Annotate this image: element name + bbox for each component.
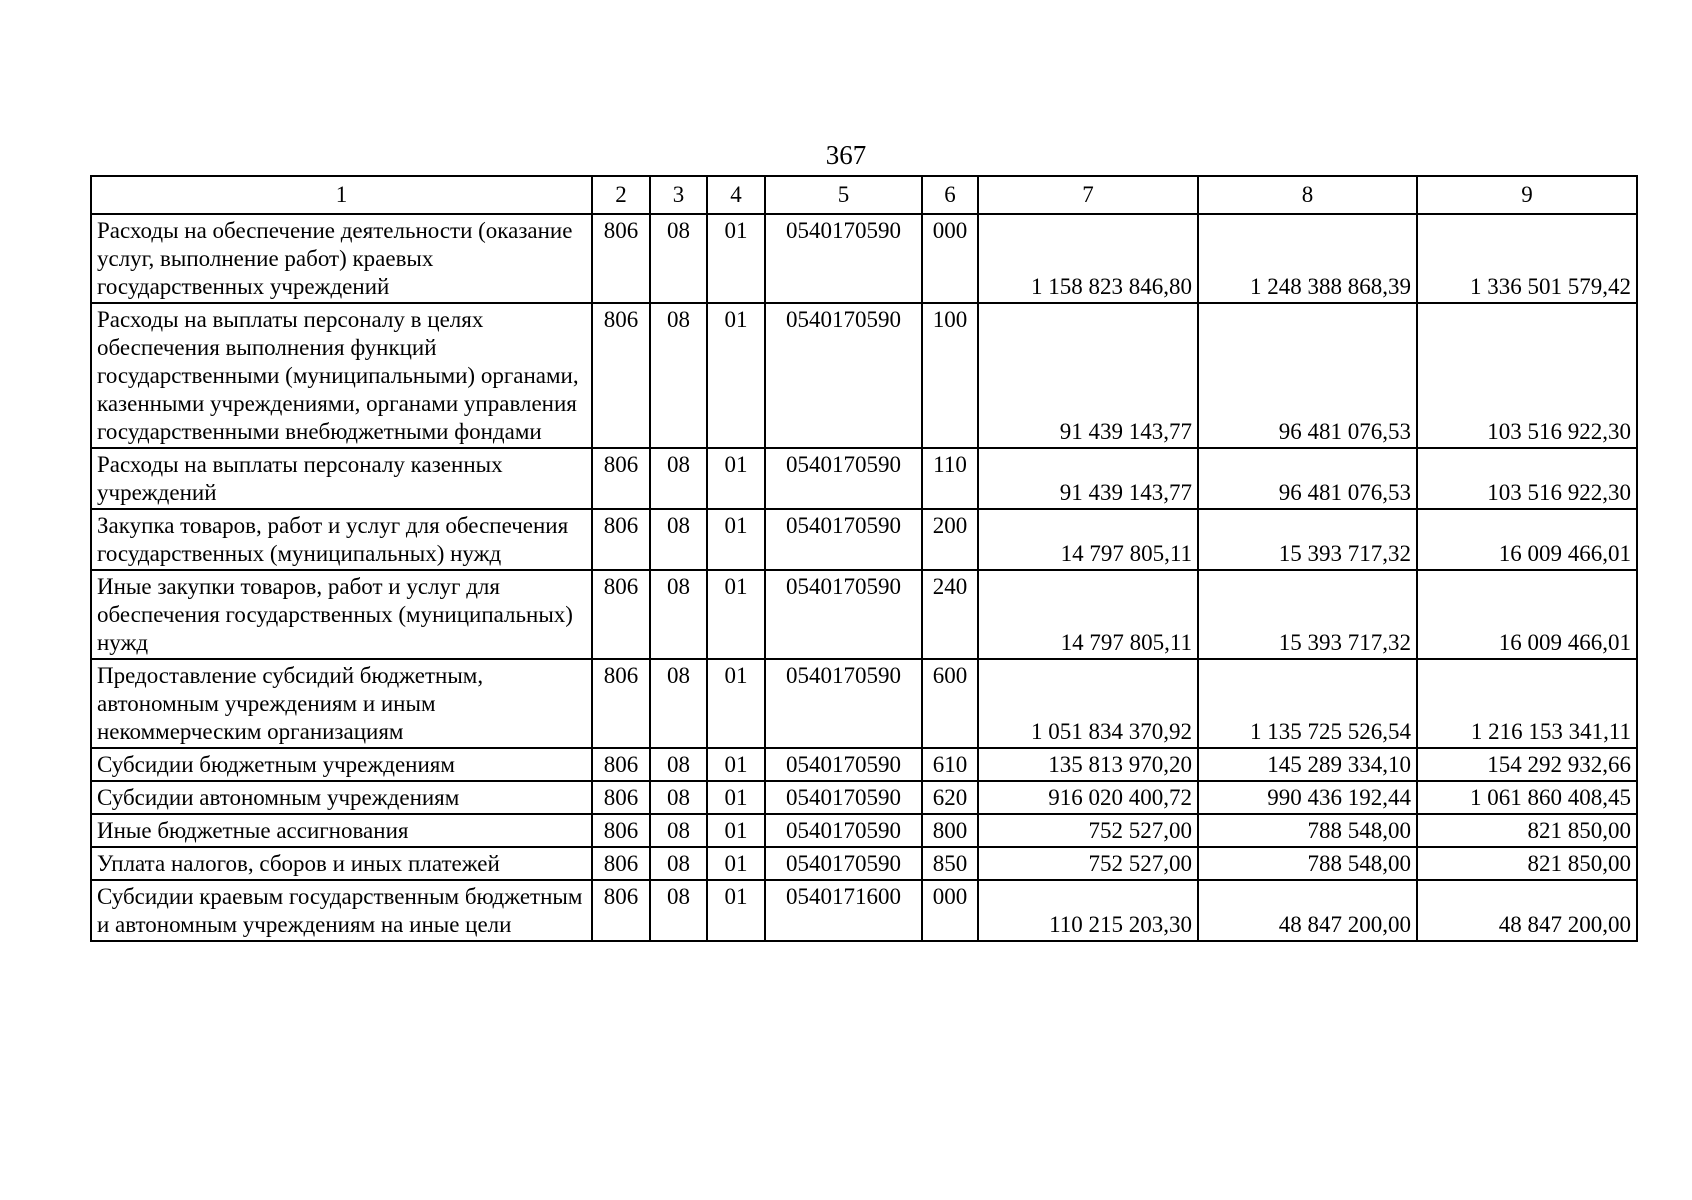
subsection-code-cell: 01 [707,509,765,570]
expense-name-cell: Закупка товаров, работ и услуг для обеспечения государственных (муниципальных) нужд [91,509,592,570]
section-code-cell: 08 [650,814,707,847]
expense-type-cell: 600 [922,659,978,748]
target-article-cell: 0540170590 [765,748,922,781]
amount-cell-col7: 752 527,00 [978,814,1198,847]
table-row [91,448,1637,509]
amount-cell-col8: 1 248 388 868,39 [1198,214,1417,303]
subsection-code-cell: 01 [707,659,765,748]
subsection-code-cell: 01 [707,880,765,941]
section-code-cell: 08 [650,781,707,814]
expense-name-cell: Иные закупки товаров, работ и услуг для обеспечения государственных (муниципальных) нужд [91,570,592,659]
target-article-cell: 0540170590 [765,814,922,847]
subsection-code-cell: 01 [707,448,765,509]
amount-cell-col7: 1 158 823 846,80 [978,214,1198,303]
page-number: 367 [825,140,867,170]
column-header: 1 [91,176,592,214]
section-code-cell: 08 [650,847,707,880]
ministry-code-cell: 806 [592,659,650,748]
expense-name-cell: Предоставление субсидий бюджетным, автономным учреждениям и иным некоммерческим организациям [91,659,592,748]
ministry-code-cell: 806 [592,748,650,781]
amount-cell-col8: 96 481 076,53 [1198,303,1417,448]
column-header: 9 [1417,176,1637,214]
section-code-cell: 08 [650,509,707,570]
amount-cell-col7: 1 051 834 370,92 [978,659,1198,748]
table-row [91,814,1637,847]
target-article-cell: 0540170590 [765,847,922,880]
table-row [91,509,1637,570]
amount-cell-col8: 788 548,00 [1198,847,1417,880]
expense-name-cell: Расходы на выплаты персоналу казенных учреждений [91,448,592,509]
target-article-cell: 0540170590 [765,303,922,448]
target-article-cell: 0540170590 [765,659,922,748]
expense-type-cell: 800 [922,814,978,847]
section-code-cell: 08 [650,880,707,941]
subsection-code-cell: 01 [707,814,765,847]
amount-cell-col9: 1 061 860 408,45 [1417,781,1637,814]
expense-name-cell: Субсидии краевым государственным бюджетным и автономным учреждениям на иные цели [91,880,592,941]
subsection-code-cell: 01 [707,847,765,880]
ministry-code-cell: 806 [592,509,650,570]
amount-cell-col9: 16 009 466,01 [1417,570,1637,659]
ministry-code-cell: 806 [592,781,650,814]
column-header: 6 [922,176,978,214]
ministry-code-cell: 806 [592,847,650,880]
expense-name-cell: Расходы на выплаты персоналу в целях обеспечения выполнения функций государственными (муниципальными) органами, казенными учреждениями, органами управления государственными внебюджетными фондами [91,303,592,448]
amount-cell-col7: 14 797 805,11 [978,509,1198,570]
column-header: 4 [707,176,765,214]
target-article-cell: 0540170590 [765,781,922,814]
ministry-code-cell: 806 [592,814,650,847]
target-article-cell: 0540170590 [765,570,922,659]
section-code-cell: 08 [650,214,707,303]
table-row [91,570,1637,659]
expense-name-cell: Уплата налогов, сборов и иных платежей [91,847,592,880]
ministry-code-cell: 806 [592,880,650,941]
amount-cell-col8: 96 481 076,53 [1198,448,1417,509]
expense-name-cell: Субсидии автономным учреждениям [91,781,592,814]
amount-cell-col9: 154 292 932,66 [1417,748,1637,781]
section-code-cell: 08 [650,303,707,448]
table-row [91,880,1637,941]
subsection-code-cell: 01 [707,748,765,781]
target-article-cell: 0540170590 [765,509,922,570]
subsection-code-cell: 01 [707,303,765,448]
amount-cell-col8: 15 393 717,32 [1198,509,1417,570]
amount-cell-col9: 821 850,00 [1417,814,1637,847]
expense-type-cell: 200 [922,509,978,570]
amount-cell-col8: 788 548,00 [1198,814,1417,847]
subsection-code-cell: 01 [707,781,765,814]
ministry-code-cell: 806 [592,303,650,448]
table-row [91,303,1637,448]
table-header-row [91,176,1637,214]
ministry-code-cell: 806 [592,214,650,303]
amount-cell-col9: 103 516 922,30 [1417,303,1637,448]
amount-cell-col9: 48 847 200,00 [1417,880,1637,941]
target-article-cell: 0540170590 [765,448,922,509]
expense-name-cell: Расходы на обеспечение деятельности (оказание услуг, выполнение работ) краевых государственных учреждений [91,214,592,303]
column-header: 8 [1198,176,1417,214]
subsection-code-cell: 01 [707,214,765,303]
amount-cell-col9: 821 850,00 [1417,847,1637,880]
amount-cell-col9: 1 216 153 341,11 [1417,659,1637,748]
amount-cell-col9: 103 516 922,30 [1417,448,1637,509]
expense-type-cell: 100 [922,303,978,448]
amount-cell-col7: 110 215 203,30 [978,880,1198,941]
expense-type-cell: 000 [922,880,978,941]
section-code-cell: 08 [650,570,707,659]
amount-cell-col8: 1 135 725 526,54 [1198,659,1417,748]
section-code-cell: 08 [650,448,707,509]
amount-cell-col7: 135 813 970,20 [978,748,1198,781]
expense-name-cell: Иные бюджетные ассигнования [91,814,592,847]
amount-cell-col8: 145 289 334,10 [1198,748,1417,781]
table-row [91,748,1637,781]
amount-cell-col7: 752 527,00 [978,847,1198,880]
amount-cell-col9: 1 336 501 579,42 [1417,214,1637,303]
budget-table [90,175,1638,942]
subsection-code-cell: 01 [707,570,765,659]
ministry-code-cell: 806 [592,448,650,509]
amount-cell-col7: 14 797 805,11 [978,570,1198,659]
target-article-cell: 0540170590 [765,214,922,303]
expense-type-cell: 000 [922,214,978,303]
amount-cell-col8: 48 847 200,00 [1198,880,1417,941]
table-row [91,659,1637,748]
amount-cell-col9: 16 009 466,01 [1417,509,1637,570]
table-row [91,781,1637,814]
amount-cell-col7: 916 020 400,72 [978,781,1198,814]
expense-type-cell: 240 [922,570,978,659]
column-header: 7 [978,176,1198,214]
expense-type-cell: 850 [922,847,978,880]
table-row [91,214,1637,303]
table-row [91,847,1637,880]
section-code-cell: 08 [650,748,707,781]
column-header: 3 [650,176,707,214]
ministry-code-cell: 806 [592,570,650,659]
expense-type-cell: 110 [922,448,978,509]
expense-name-cell: Субсидии бюджетным учреждениям [91,748,592,781]
amount-cell-col7: 91 439 143,77 [978,303,1198,448]
expense-type-cell: 610 [922,748,978,781]
section-code-cell: 08 [650,659,707,748]
target-article-cell: 0540171600 [765,880,922,941]
column-header: 2 [592,176,650,214]
expense-type-cell: 620 [922,781,978,814]
amount-cell-col7: 91 439 143,77 [978,448,1198,509]
amount-cell-col8: 15 393 717,32 [1198,570,1417,659]
column-header: 5 [765,176,922,214]
amount-cell-col8: 990 436 192,44 [1198,781,1417,814]
